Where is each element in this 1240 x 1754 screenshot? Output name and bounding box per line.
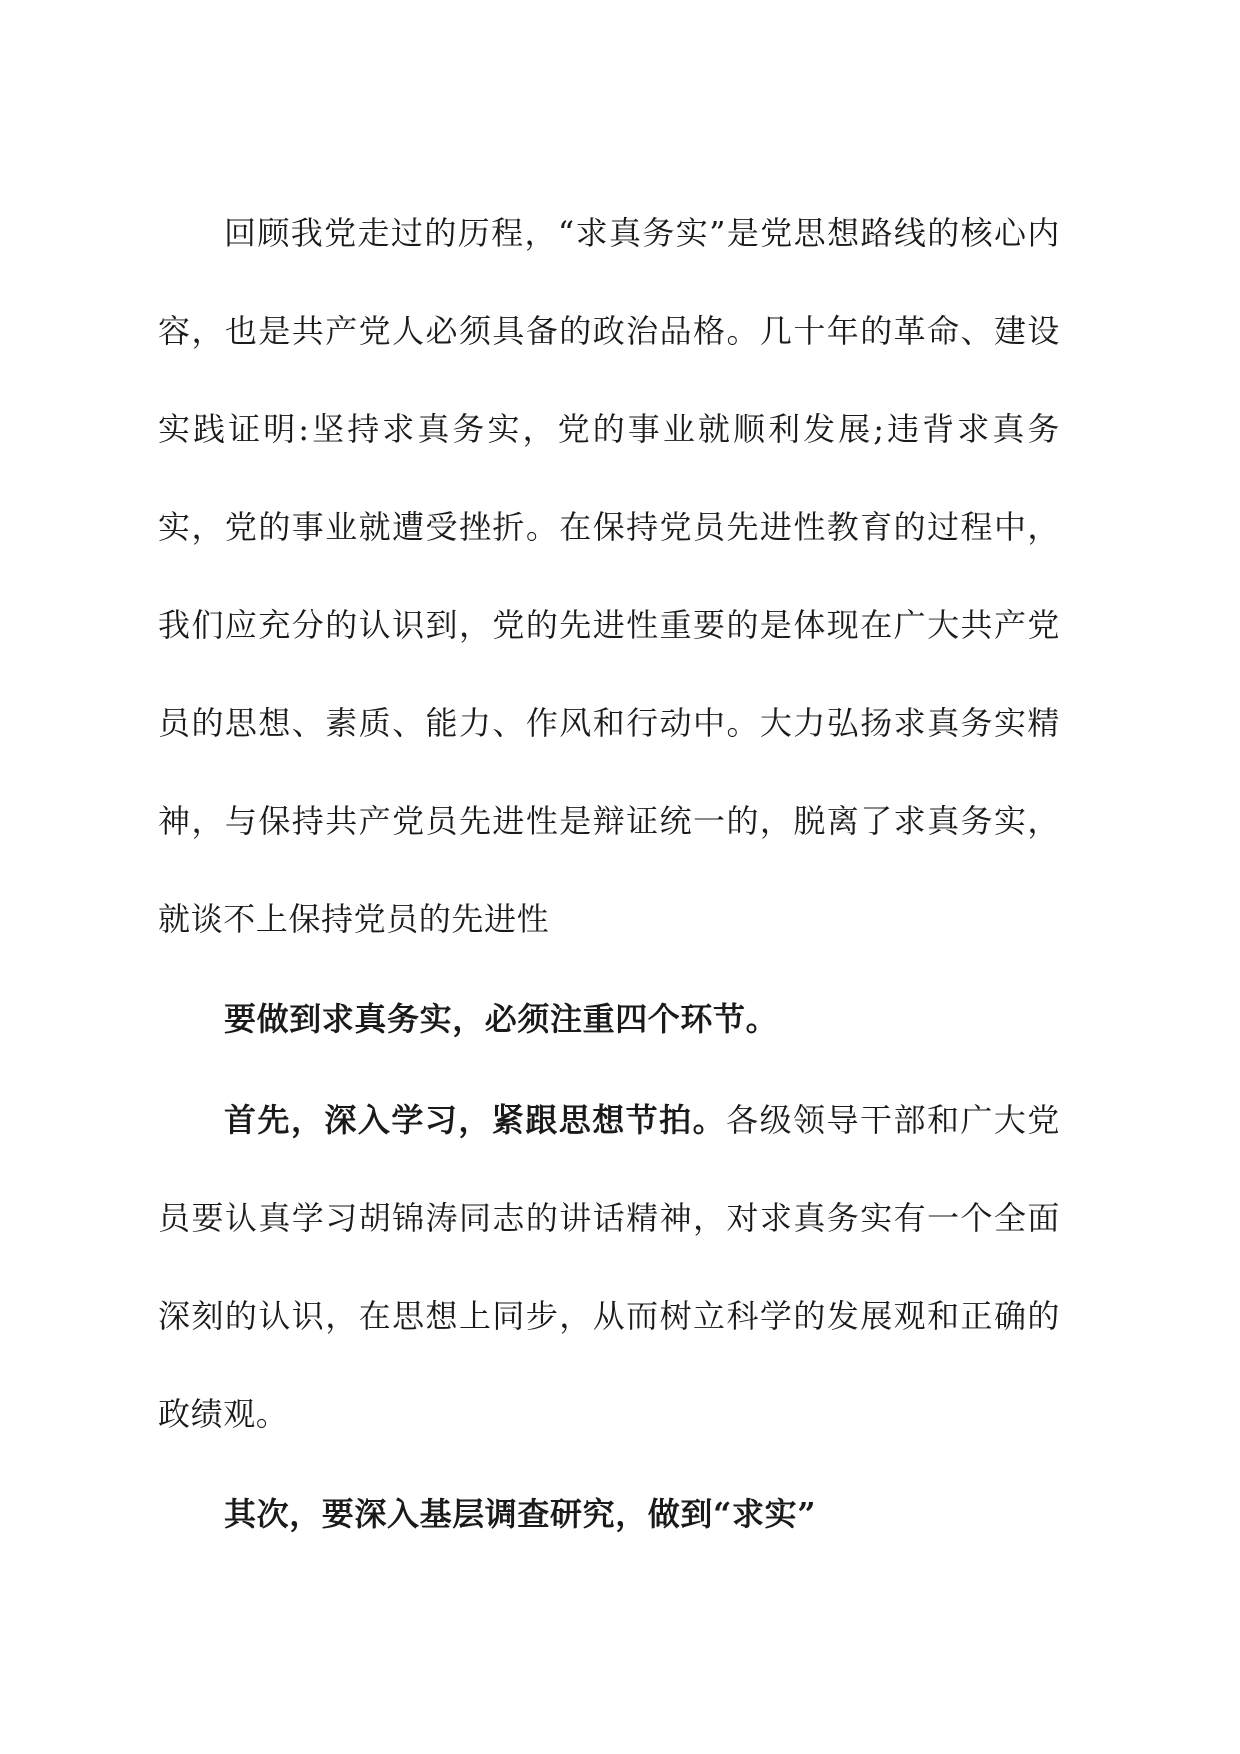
- document-body: [158, 184, 1060, 1566]
- paragraph-second-point-heading: 其次，要深入基层调查研究，做到“求实”: [224, 1495, 817, 1533]
- paragraph-first-point: [158, 1071, 1060, 1463]
- paragraph-four-links-heading: 要做到求真务实，必须注重四个环节。: [224, 1000, 779, 1038]
- first-point-lead: 首先，深入学习，紧跟思想节拍。: [224, 1101, 727, 1139]
- first-point-body: 各级领导干部和广大党员要认真学习胡锦涛同志的讲话精神，对求真务实有一个全面深刻的认识，在思想上同步，从而树立科学的发展观和正确的政绩观。: [158, 1101, 1060, 1433]
- paragraph-intro: 回顾我党走过的历程，“求真务实”是党思想路线的核心内容，也是共产党人必须具备的政治品格。几十年的革命、建设实践证明:坚持求真务实，党的事业就顺利发展;违背求真务实，党的事业就遭受挫折。在保持党员先进性教育的过程中，我们应充分的认识到，党的先进性重要的是体现在广大共产党员的思想、素质、能力、作风和行动中。大力弘扬求真务实精神，与保持共产党员先进性是辩证统一的，脱离了求真务实，就谈不上保持党员的先进性: [158, 214, 1060, 938]
